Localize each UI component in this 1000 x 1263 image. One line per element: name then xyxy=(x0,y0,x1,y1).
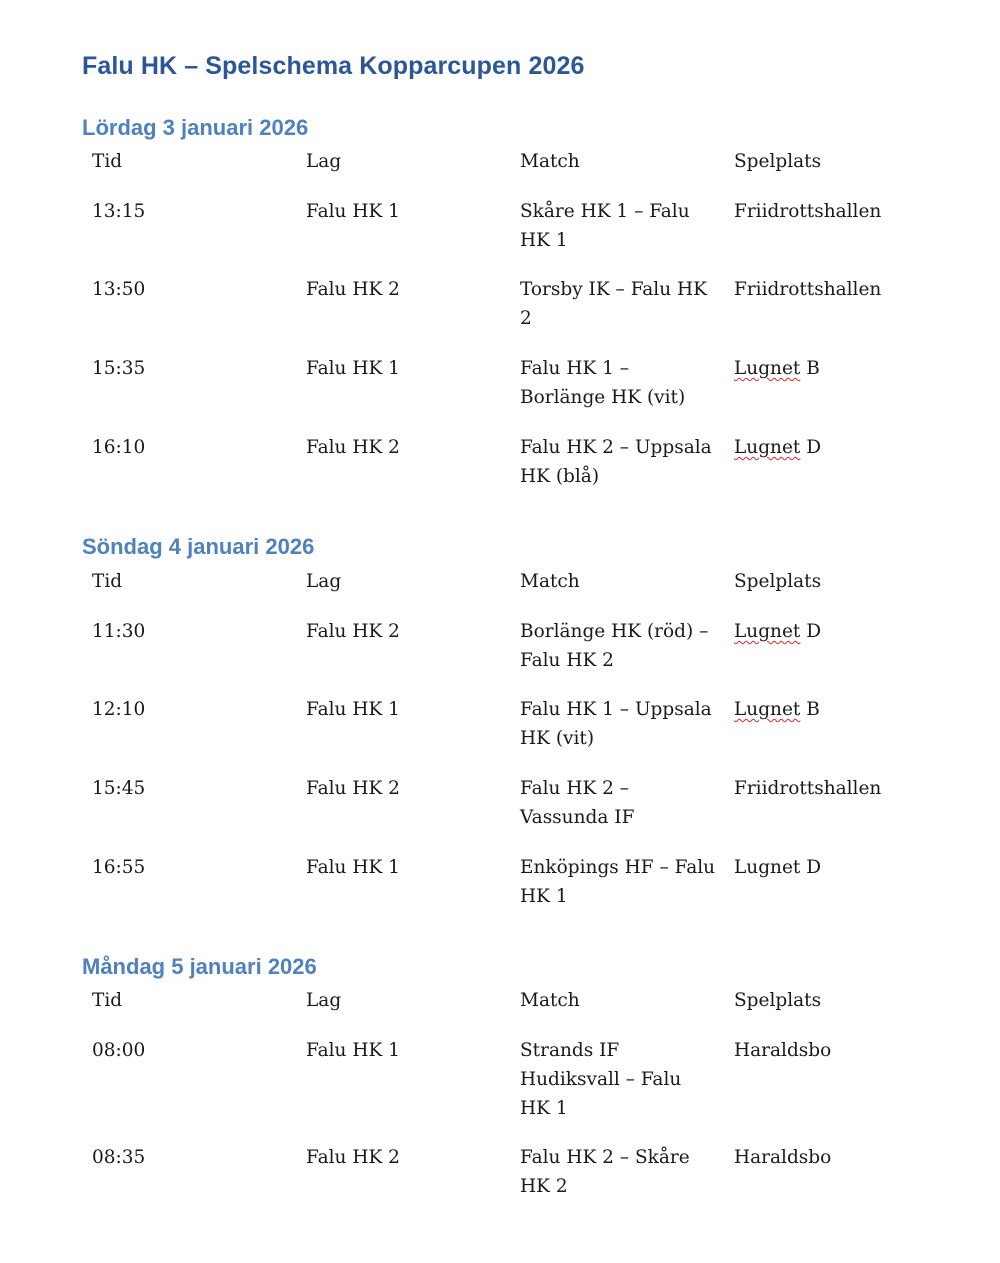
cell-tid: 13:50 xyxy=(92,279,146,300)
column-header-match: Match xyxy=(520,571,580,592)
cell-spelplats: Lugnet D xyxy=(734,857,822,878)
day-heading: Lördag 3 januari 2026 xyxy=(82,115,309,140)
cell-match xyxy=(520,1036,725,1123)
match-line: Borlänge HK (röd) – xyxy=(520,621,709,642)
document-title: Falu HK – Spelschema Kopparcupen 2026 xyxy=(82,52,585,80)
cell-tid: 08:00 xyxy=(92,1040,146,1061)
column-header-spelplats: Spelplats xyxy=(734,990,822,1011)
cell-spelplats: Friidrottshallen xyxy=(734,201,882,222)
match-line: Enköpings HF – Falu xyxy=(520,857,716,878)
match-line: Falu HK 2 xyxy=(520,650,614,671)
cell-lag: Falu HK 2 xyxy=(306,1147,400,1168)
day-heading: Måndag 5 januari 2026 xyxy=(82,954,317,979)
cell-match xyxy=(520,275,725,333)
cell-lag: Falu HK 2 xyxy=(306,279,400,300)
cell-spelplats: Friidrottshallen xyxy=(734,778,882,799)
match-line: Falu HK 1 – xyxy=(520,358,630,379)
cell-lag: Falu HK 1 xyxy=(306,201,400,222)
cell-lag: Falu HK 1 xyxy=(306,857,400,878)
cell-spelplats: Lugnet D xyxy=(734,621,822,642)
cell-match xyxy=(520,774,725,832)
column-header-spelplats: Spelplats xyxy=(734,571,822,592)
match-line: Falu HK 2 – Uppsala xyxy=(520,437,712,458)
match-line: Falu HK 2 – xyxy=(520,778,630,799)
cell-lag: Falu HK 1 xyxy=(306,1040,400,1061)
cell-lag: Falu HK 2 xyxy=(306,621,400,642)
cell-tid: 13:15 xyxy=(92,201,146,222)
match-line: Falu HK 2 – Skåre xyxy=(520,1147,690,1168)
cell-spelplats: Lugnet D xyxy=(734,437,822,458)
cell-match xyxy=(520,695,725,753)
cell-lag: Falu HK 1 xyxy=(306,699,400,720)
match-line: Strands IF xyxy=(520,1040,620,1061)
column-header-tid: Tid xyxy=(92,151,123,172)
cell-match xyxy=(520,617,725,675)
match-line: HK (blå) xyxy=(520,466,600,487)
match-line: 2 xyxy=(520,308,532,329)
column-header-lag: Lag xyxy=(306,990,342,1011)
cell-match xyxy=(520,433,725,491)
day-heading: Söndag 4 januari 2026 xyxy=(82,534,315,559)
match-line: Falu HK 1 – Uppsala xyxy=(520,699,712,720)
cell-lag: Falu HK 2 xyxy=(306,778,400,799)
match-line: HK 1 xyxy=(520,230,568,251)
column-header-tid: Tid xyxy=(92,571,123,592)
match-line: HK (vit) xyxy=(520,728,595,749)
cell-spelplats: Haraldsbo xyxy=(734,1147,832,1168)
cell-tid: 12:10 xyxy=(92,699,146,720)
cell-match xyxy=(520,197,725,255)
cell-lag: Falu HK 1 xyxy=(306,358,400,379)
match-line: Borlänge HK (vit) xyxy=(520,387,686,408)
cell-spelplats: Haraldsbo xyxy=(734,1040,832,1061)
cell-tid: 16:55 xyxy=(92,857,146,878)
match-line: HK 1 xyxy=(520,1098,568,1119)
cell-match xyxy=(520,853,725,911)
cell-lag: Falu HK 2 xyxy=(306,437,400,458)
column-header-lag: Lag xyxy=(306,571,342,592)
column-header-lag: Lag xyxy=(306,151,342,172)
column-header-spelplats: Spelplats xyxy=(734,151,822,172)
column-header-tid: Tid xyxy=(92,990,123,1011)
column-header-match: Match xyxy=(520,990,580,1011)
cell-tid: 08:35 xyxy=(92,1147,146,1168)
cell-tid: 15:45 xyxy=(92,778,146,799)
match-line: Skåre HK 1 – Falu xyxy=(520,201,690,222)
match-line: Vassunda IF xyxy=(520,807,635,828)
cell-match xyxy=(520,354,725,412)
cell-spelplats: Lugnet B xyxy=(734,358,820,379)
match-line: Torsby IK – Falu HK xyxy=(520,279,707,300)
cell-tid: 16:10 xyxy=(92,437,146,458)
column-header-match: Match xyxy=(520,151,580,172)
match-line: Hudiksvall – Falu xyxy=(520,1069,682,1090)
match-line: HK 1 xyxy=(520,886,568,907)
cell-tid: 11:30 xyxy=(92,621,146,642)
cell-spelplats: Lugnet B xyxy=(734,699,820,720)
match-line: HK 2 xyxy=(520,1176,568,1197)
cell-match xyxy=(520,1143,725,1201)
cell-tid: 15:35 xyxy=(92,358,146,379)
cell-spelplats: Friidrottshallen xyxy=(734,279,882,300)
